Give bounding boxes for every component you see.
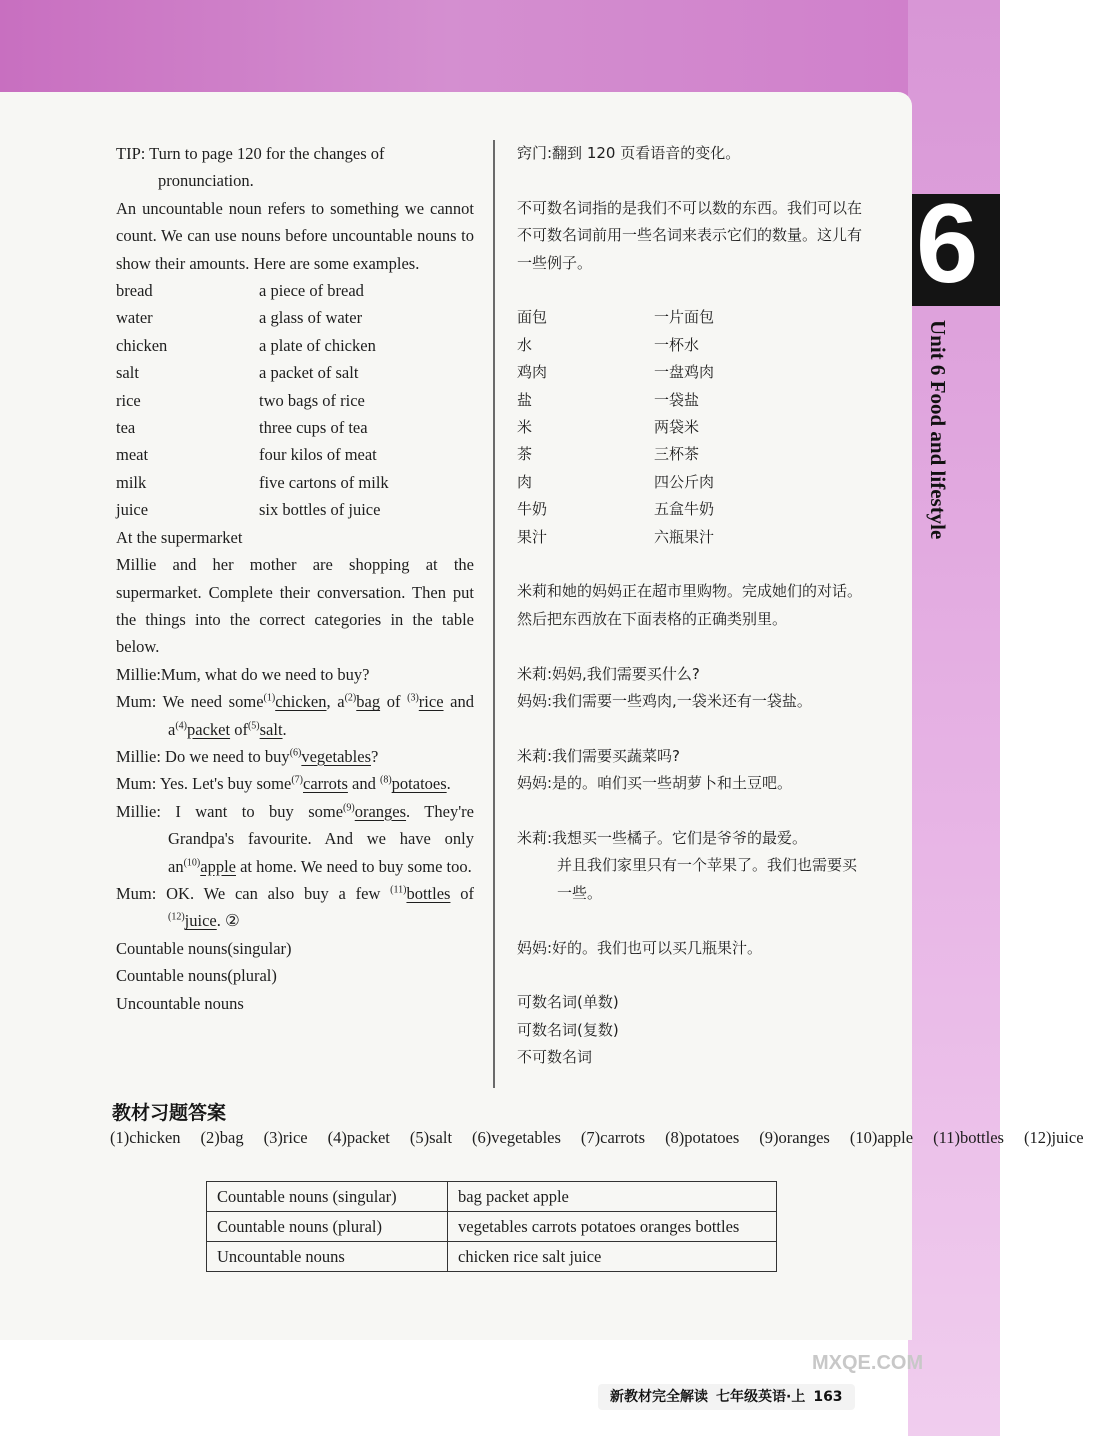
example-row: bread a piece of bread [116, 281, 364, 301]
page-footer [598, 1384, 855, 1410]
example-row: 米 两袋米 [517, 418, 700, 437]
table-row: Uncountable nouns chicken rice salt juice [207, 1242, 777, 1272]
example-row: tea three cups of tea [116, 418, 368, 438]
example-row: water a glass of water [116, 308, 363, 328]
unit-title: Unit 6 Food and lifestyle [926, 320, 950, 540]
example-row: rice two bags of rice [116, 390, 365, 410]
watermark: MXQE.COM [812, 1352, 924, 1374]
tip-line-cn: 窍门:翻到 120 页看语音的变化。 [517, 144, 741, 162]
unit-number-tab: 6 [912, 194, 1000, 306]
answer-item: (8)potatoes [665, 1128, 740, 1147]
examples-list [116, 277, 474, 524]
tip-line: TIP: Turn to page 120 for the changes of [116, 144, 385, 163]
answer-item: (11)bottles [933, 1128, 1004, 1147]
dialogue-line-cn: 米莉:我想买一些橘子。它们是爷爷的最爱。 [517, 829, 808, 848]
dialogue-line-cn: 并且我们家里只有一个苹果了。我们也需要买一些。 [557, 856, 858, 902]
example-row: milk five cartons of milk [116, 472, 389, 492]
dialogue-line: Millie: Do we need to buy$^{(6)}$vegetables? [116, 746, 379, 766]
answers-list [110, 1124, 1084, 1151]
page-number: 163 [813, 1389, 843, 1405]
table-row: Countable nouns (plural) vegetables carrots potatoes oranges bottles [207, 1212, 777, 1242]
example-row: 肉 四公斤肉 [517, 472, 715, 491]
tip-line-2: pronunciation. [158, 171, 254, 191]
answer-item: (12)juice [1023, 1128, 1084, 1147]
answers-title: 教材习题答案 [112, 1102, 227, 1124]
example-row: 果汁 六瓶果汁 [517, 527, 715, 546]
answer-item: (4)packet [327, 1128, 390, 1147]
example-row: 鸡肉 一盘鸡肉 [517, 363, 715, 382]
dialogue-line: Millie: I want to buy some$^{(9)}$oranges. They're Grandpa's favourite. And we have only $an^{(10)}apple$ at home. We need to buy some too. [116, 801, 474, 876]
answer-item: (1)chicken [110, 1128, 181, 1147]
example-row: 盐 一袋盐 [517, 390, 700, 409]
instructions: Millie and her mother are shopping at the supermarket. Complete their conversation. Then put the things into the correct categories in the table below. [116, 555, 474, 657]
answers-table [206, 1181, 777, 1272]
dialogue-line: Mum: OK. We can also buy a few $^{(11)}$bottles of $^{(12)}$juice. ② [116, 883, 475, 931]
answer-item: (6)vegetables [472, 1128, 561, 1147]
column-divider [493, 140, 495, 1088]
answer-item: (9)oranges [759, 1128, 830, 1147]
dialogue-line-cn: 米莉:妈妈,我们需要买什么? [517, 664, 700, 683]
example-row: meat four kilos of meat [116, 445, 377, 465]
example-row: 面包 一片面包 [517, 308, 715, 327]
answer-item: (2)bag [200, 1128, 244, 1147]
category-label-cn: 可数名词(单数) [517, 993, 619, 1012]
answer-item: (7)carrots [580, 1128, 646, 1147]
section-title: At the supermarket [116, 527, 243, 547]
circled-two-icon: ② [225, 911, 240, 931]
example-row: 牛奶 五盒牛奶 [517, 500, 715, 519]
grade-label: 七年级英语·上 [716, 1389, 806, 1405]
chinese-column [517, 140, 869, 1072]
english-column [116, 140, 474, 1017]
answer-item: (5)salt [409, 1128, 453, 1147]
dialogue-line: Mum: We need some$^{(1)}$chicken, $a^{(2)}bag$ of $^{(3)}$rice and $a^{(4)}packet$ $of^{(5)}salt$. [116, 692, 474, 739]
intro-paragraph: An uncountable noun refers to something we cannot count. We can use nouns before uncountable nouns to show their amounts. Here are some examples. [116, 198, 474, 273]
example-row: salt a packet of salt [116, 363, 359, 383]
intro-paragraph-cn: 不可数名词指的是我们不可以数的东西。我们可以在不可数名词前用一些名词来表示它们的数量。这儿有一些例子。 [517, 198, 863, 272]
dialogue-line-cn: 妈妈:好的。我们也可以买几瓶果汁。 [517, 938, 763, 957]
category-label: Countable nouns(singular) [116, 938, 292, 958]
example-row: juice six bottles of juice [116, 500, 381, 520]
examples-list-cn [517, 304, 869, 551]
example-row: chicken a plate of chicken [116, 335, 376, 355]
dialogue-line: Millie:Mum, what do we need to buy? [116, 664, 370, 684]
category-label-cn: 不可数名词 [517, 1048, 593, 1067]
table-row: Countable nouns (singular) bag packet apple [207, 1182, 777, 1212]
dialogue-line-cn: 米莉:我们需要买蔬菜吗? [517, 746, 681, 765]
instructions-cn: 米莉和她的妈妈正在超市里购物。完成她们的对话。然后把东西放在下面表格的正确类别里。 [517, 582, 863, 628]
example-row: 水 一杯水 [517, 335, 700, 354]
category-label-cn: 可数名词(复数) [517, 1020, 619, 1039]
dialogue-line-cn: 妈妈:是的。咱们买一些胡萝卜和土豆吧。 [517, 774, 793, 793]
dialogue-line: Mum: Yes. Let's buy some$^{(7)}$carrots and $^{(8)}$potatoes. [116, 774, 451, 794]
answer-item: (3)rice [263, 1128, 308, 1147]
book-title: 新教材完全解读 [610, 1389, 708, 1405]
example-row: 茶 三杯茶 [517, 445, 700, 464]
answer-item: (10)apple [849, 1128, 914, 1147]
dialogue-line-cn: 妈妈:我们需要一些鸡肉,一袋米还有一袋盐。 [517, 692, 812, 711]
category-label: Countable nouns(plural) [116, 966, 277, 986]
category-label: Uncountable nouns [116, 993, 244, 1013]
